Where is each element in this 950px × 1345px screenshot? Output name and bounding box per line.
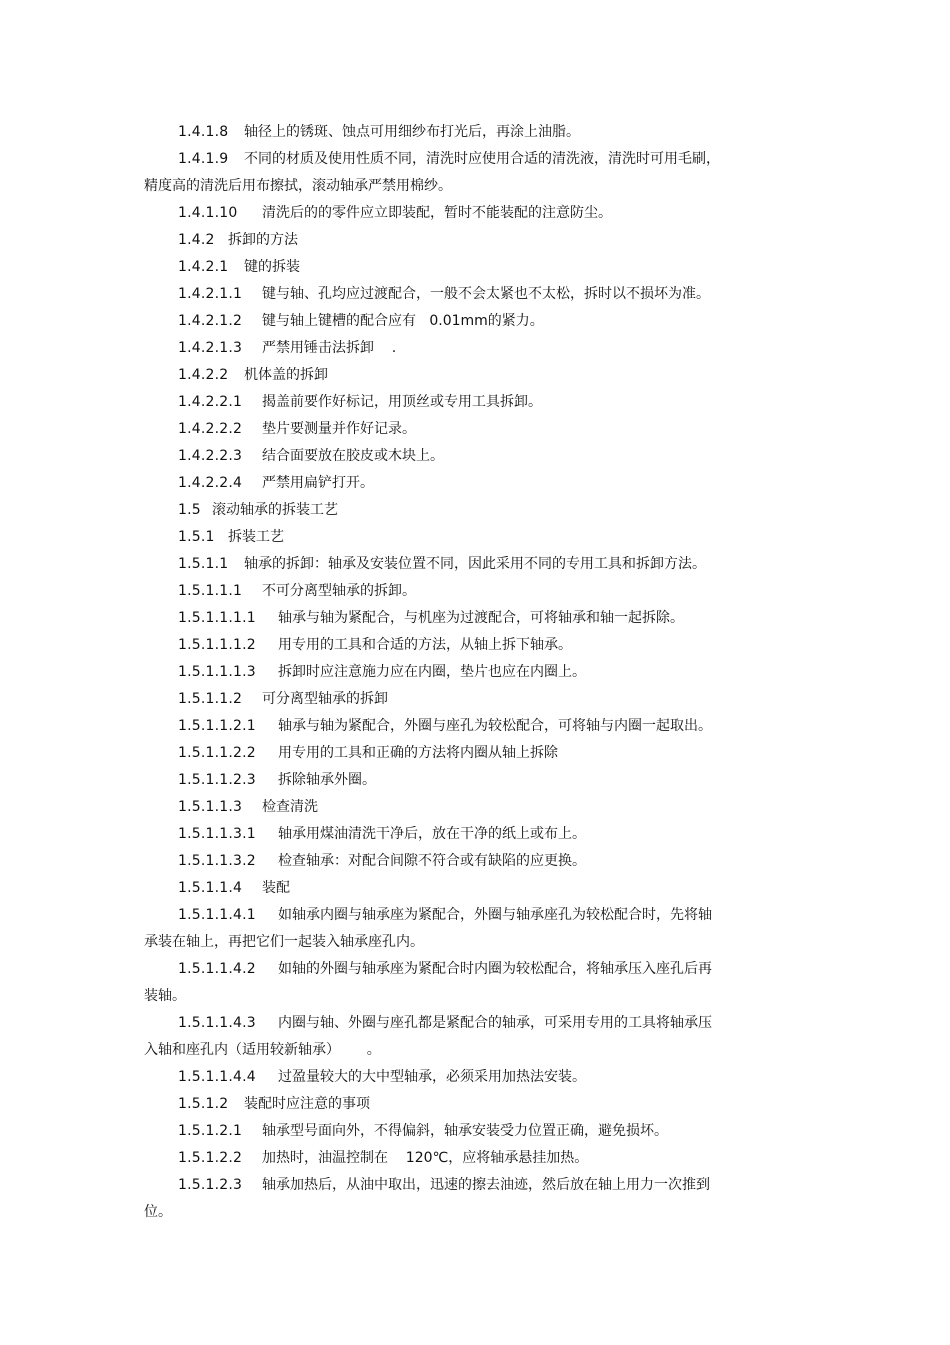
clause-1-5-1-1-2-2	[144, 740, 744, 767]
clause-1-5-1-1-1-2	[144, 632, 744, 659]
clause-number: 1.4.1.9	[178, 151, 229, 167]
clause-text: 用专用的工具和合适的方法，从轴上拆下轴承。	[278, 637, 572, 653]
clause-1-4-2	[144, 227, 744, 254]
clause-number: 1.5.1.1.2	[178, 691, 243, 707]
clause-text: 用专用的工具和正确的方法将内圈从轴上拆除	[278, 745, 558, 761]
clause-number: 1.5.1.1.4.3	[178, 1015, 256, 1031]
clause-text: 拆卸时应注意施力应在内圈，垫片也应在内圈上。	[278, 664, 586, 680]
clause-number: 1.5.1.1.2.1	[178, 718, 256, 734]
clause-1-5-1-1-4-4	[144, 1064, 744, 1091]
clause-1-5-1-1-4	[144, 875, 744, 902]
clause-text: 拆卸的方法	[228, 232, 298, 248]
clause-1-4-2-2-1	[144, 389, 744, 416]
clause-text: 键与轴上键槽的配合应有 0.01mm的紧力。	[262, 313, 544, 329]
clause-1-5	[144, 497, 744, 524]
clause-number: 1.5.1.1	[178, 556, 229, 572]
clause-1-5-1-1-2	[144, 686, 744, 713]
clause-text: 垫片要测量并作好记录。	[262, 421, 416, 437]
clause-1-5-1-1-2-3	[144, 767, 744, 794]
clause-number: 1.5.1.2.1	[178, 1123, 243, 1139]
clause-text-continued: 装轴。	[144, 988, 186, 1004]
clause-text: 轴承与轴为紧配合，与机座为过渡配合，可将轴承和轴一起拆除。	[278, 610, 684, 626]
clause-1-4-1-8	[144, 119, 744, 146]
clause-text: 如轴承内圈与轴承座为紧配合，外圈与轴承座孔为较松配合时，先将轴	[278, 907, 712, 923]
document-body	[144, 119, 744, 1226]
clause-1-4-2-1-2	[144, 308, 744, 335]
clause-text: 装配时应注意的事项	[244, 1096, 370, 1112]
clause-1-5-1-1	[144, 551, 744, 578]
clause-number: 1.5.1.1.4	[178, 880, 243, 896]
clause-1-5-1-1-1-3	[144, 659, 744, 686]
clause-number: 1.4.1.8	[178, 124, 229, 140]
clause-1-5-1-1-2-1	[144, 713, 744, 740]
clause-1-5-1-1-1	[144, 578, 744, 605]
clause-text-continued: 精度高的清洗后用布擦拭，滚动轴承严禁用棉纱。	[144, 178, 452, 194]
clause-text: 轴承的拆卸：轴承及安装位置不同，因此采用不同的专用工具和拆卸方法。	[244, 556, 706, 572]
clause-number: 1.5.1.1.2.3	[178, 772, 256, 788]
clause-1-5-1-2-2	[144, 1145, 744, 1172]
clause-text: 揭盖前要作好标记，用顶丝或专用工具拆卸。	[262, 394, 542, 410]
clause-1-5-1-2-3	[144, 1172, 744, 1226]
clause-number: 1.5.1.2	[178, 1096, 229, 1112]
clause-1-5-1-1-4-1	[144, 902, 744, 956]
clause-1-5-1-1-4-2	[144, 956, 744, 1010]
clause-text: 键的拆装	[244, 259, 300, 275]
clause-text: 轴承用煤油清洗干净后，放在干净的纸上或布上。	[278, 826, 586, 842]
clause-1-5-1	[144, 524, 744, 551]
clause-text: 轴径上的锈斑、蚀点可用细纱布打光后，再涂上油脂。	[244, 124, 580, 140]
clause-number: 1.4.2	[178, 232, 215, 248]
clause-text: 装配	[262, 880, 290, 896]
clause-number: 1.5.1.1.3.2	[178, 853, 256, 869]
clause-1-5-1-1-3-1	[144, 821, 744, 848]
clause-1-4-1-9	[144, 146, 744, 200]
clause-number: 1.4.2.1	[178, 259, 229, 275]
clause-number: 1.4.2.2.3	[178, 448, 243, 464]
clause-number: 1.4.2.2.4	[178, 475, 243, 491]
clause-text: 内圈与轴、外圈与座孔都是紧配合的轴承，可采用专用的工具将轴承压	[278, 1015, 712, 1031]
clause-text-continued: 入轴和座孔内（适用较新轴承） 。	[144, 1042, 381, 1058]
clause-number: 1.5.1.1.4.2	[178, 961, 256, 977]
clause-text: 拆除轴承外圈。	[278, 772, 376, 788]
clause-number: 1.5.1.1.2.2	[178, 745, 256, 761]
clause-text: 轴承加热后，从油中取出，迅速的擦去油迹，然后放在轴上用力一次推到	[262, 1177, 710, 1193]
clause-text: 结合面要放在胶皮或木块上。	[262, 448, 444, 464]
clause-text: 轴承与轴为紧配合，外圈与座孔为较松配合，可将轴与内圈一起取出。	[278, 718, 712, 734]
clause-1-5-1-1-1-1	[144, 605, 744, 632]
clause-text: 不可分离型轴承的拆卸。	[262, 583, 416, 599]
clause-text: 滚动轴承的拆装工艺	[212, 502, 338, 518]
clause-1-5-1-1-4-3	[144, 1010, 744, 1064]
clause-text: 不同的材质及使用性质不同，清洗时应使用合适的清洗液，清洗时可用毛刷，	[244, 151, 720, 167]
clause-1-4-2-2-4	[144, 470, 744, 497]
clause-number: 1.5.1.1.4.1	[178, 907, 256, 923]
clause-1-5-1-2-1	[144, 1118, 744, 1145]
clause-number: 1.4.2.2	[178, 367, 229, 383]
clause-number: 1.5.1.1.4.4	[178, 1069, 256, 1085]
clause-text: 轴承型号面向外，不得偏斜，轴承安装受力位置正确，避免损坏。	[262, 1123, 668, 1139]
clause-number: 1.5	[178, 502, 201, 518]
clause-number: 1.5.1	[178, 529, 215, 545]
clause-number: 1.5.1.1.1.3	[178, 664, 256, 680]
clause-1-5-1-1-3	[144, 794, 744, 821]
clause-1-4-1-10	[144, 200, 744, 227]
clause-number: 1.5.1.1.1.2	[178, 637, 256, 653]
clause-number: 1.5.1.1.3.1	[178, 826, 256, 842]
clause-number: 1.4.2.1.3	[178, 340, 243, 356]
clause-number: 1.4.2.2.1	[178, 394, 243, 410]
clause-text: 可分离型轴承的拆卸	[262, 691, 388, 707]
clause-number: 1.5.1.2.2	[178, 1150, 243, 1166]
clause-text: 检查轴承：对配合间隙不符合或有缺陷的应更换。	[278, 853, 586, 869]
clause-text: 检查清洗	[262, 799, 318, 815]
clause-1-4-2-2	[144, 362, 744, 389]
clause-text: 加热时，油温控制在 120℃，应将轴承悬挂加热。	[262, 1150, 589, 1166]
clause-number: 1.5.1.1.3	[178, 799, 243, 815]
clause-1-5-1-1-3-2	[144, 848, 744, 875]
clause-text: 严禁用锤击法拆卸 .	[262, 340, 397, 356]
clause-text: 过盈量较大的大中型轴承，必须采用加热法安装。	[278, 1069, 586, 1085]
clause-number: 1.5.1.2.3	[178, 1177, 243, 1193]
clause-number: 1.5.1.1.1.1	[178, 610, 256, 626]
clause-text: 如轴的外圈与轴承座为紧配合时内圈为较松配合，将轴承压入座孔后再	[278, 961, 712, 977]
clause-1-4-2-1	[144, 254, 744, 281]
clause-text: 机体盖的拆卸	[244, 367, 328, 383]
clause-number: 1.4.2.1.1	[178, 286, 243, 302]
clause-1-4-2-2-3	[144, 443, 744, 470]
clause-text: 拆装工艺	[228, 529, 284, 545]
clause-number: 1.4.1.10	[178, 205, 238, 221]
clause-1-5-1-2	[144, 1091, 744, 1118]
clause-text-continued: 承装在轴上，再把它们一起装入轴承座孔内。	[144, 934, 424, 950]
clause-text: 严禁用扁铲打开。	[262, 475, 374, 491]
clause-text-continued: 位。	[144, 1204, 172, 1220]
clause-text: 键与轴、孔均应过渡配合，一般不会太紧也不太松，拆时以不损坏为准。	[262, 286, 710, 302]
clause-number: 1.4.2.1.2	[178, 313, 243, 329]
clause-text: 清洗后的的零件应立即装配，暂时不能装配的注意防尘。	[262, 205, 612, 221]
clause-1-4-2-1-3	[144, 335, 744, 362]
clause-number: 1.5.1.1.1	[178, 583, 243, 599]
clause-1-4-2-1-1	[144, 281, 744, 308]
clause-number: 1.4.2.2.2	[178, 421, 243, 437]
clause-1-4-2-2-2	[144, 416, 744, 443]
